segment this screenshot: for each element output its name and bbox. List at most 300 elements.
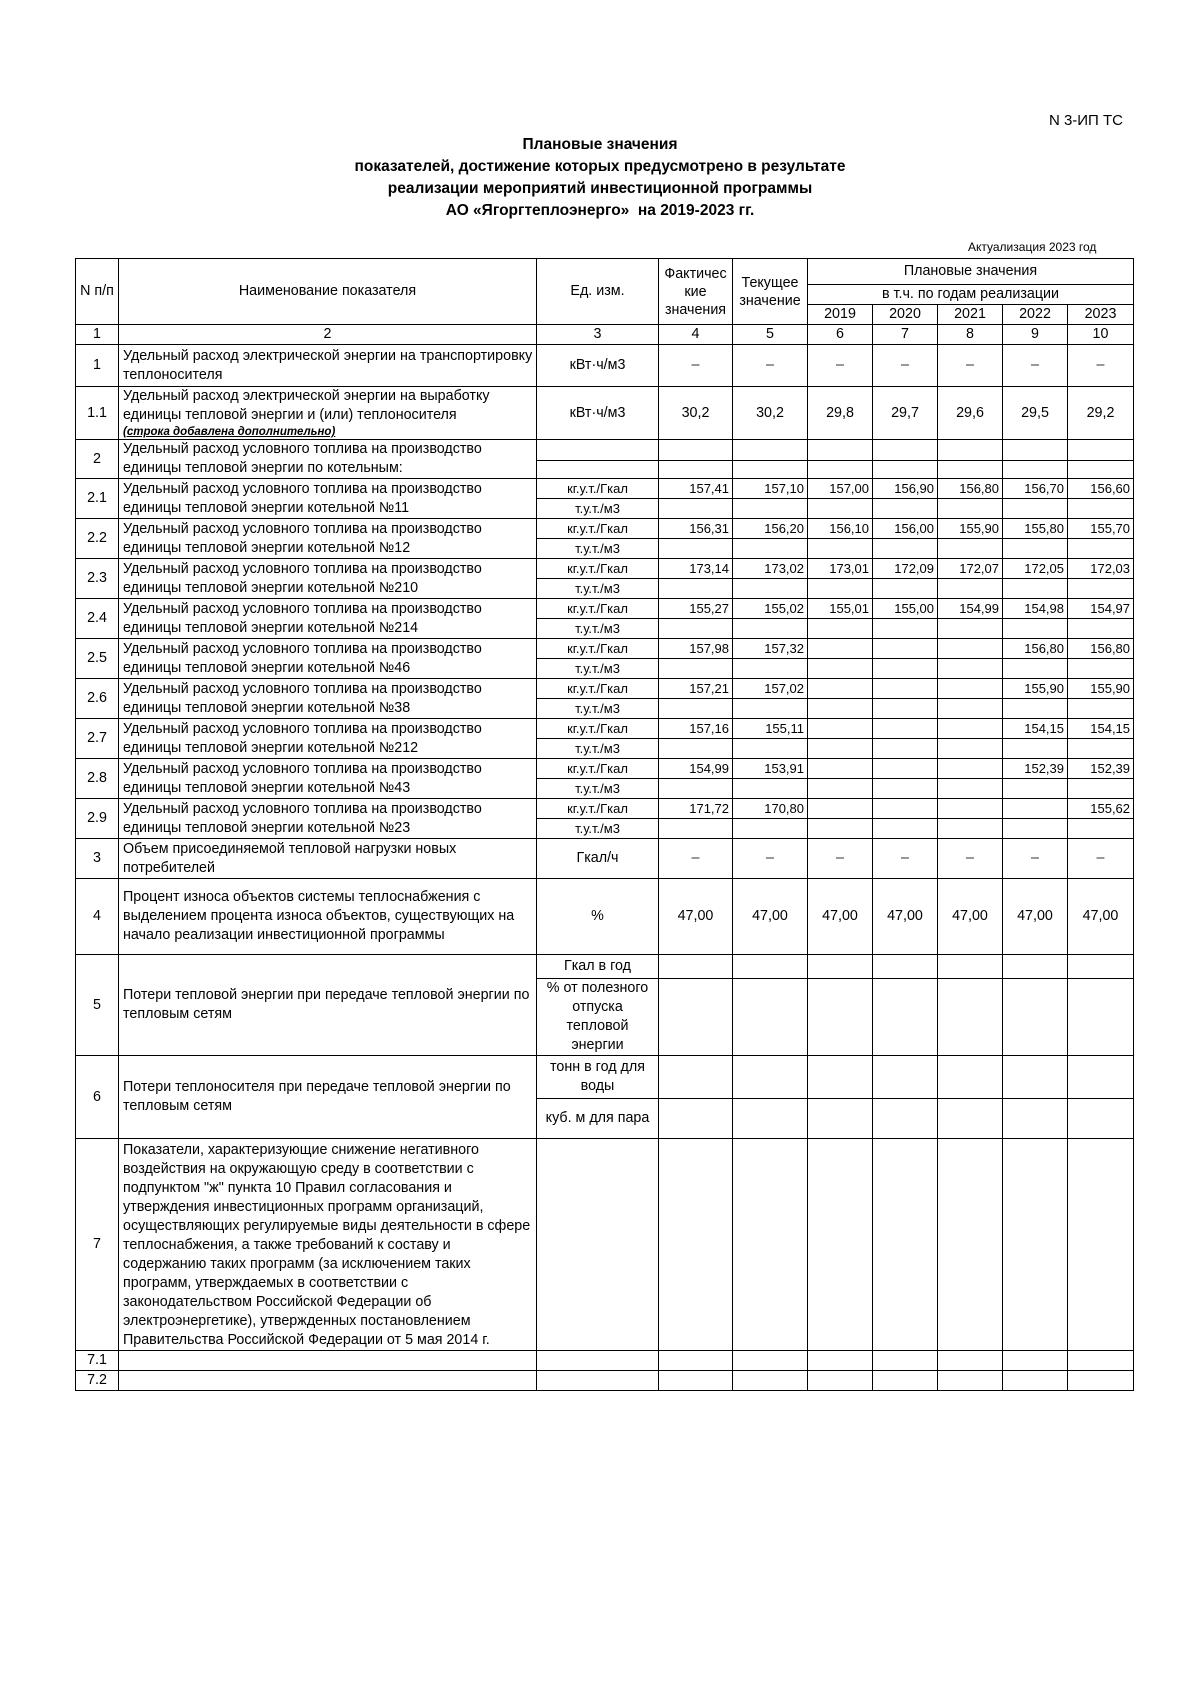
value-cell: – xyxy=(873,839,938,879)
title-line: показателей, достижение которых предусмотрено в результате xyxy=(354,158,846,175)
value-cell xyxy=(873,659,938,679)
row-number: 2 xyxy=(76,440,119,479)
indicator-name: Удельный расход условного топлива на производство единицы тепловой энергии котельной №210 xyxy=(119,559,537,599)
value-cell: 155,00 xyxy=(873,599,938,619)
unit-cell: кг.у.т./Гкал xyxy=(537,479,659,499)
value-cell xyxy=(808,579,873,599)
value-cell xyxy=(808,955,873,979)
value-cell xyxy=(659,699,733,719)
unit-cell: % от полезного отпуска тепловой энергии xyxy=(537,979,659,1056)
value-cell xyxy=(873,799,938,819)
row-number: 2.4 xyxy=(76,599,119,639)
value-cell: 172,09 xyxy=(873,559,938,579)
value-cell xyxy=(873,1351,938,1371)
row-number: 2.8 xyxy=(76,759,119,799)
value-cell xyxy=(1003,1099,1068,1139)
value-cell: 172,05 xyxy=(1003,559,1068,579)
value-cell xyxy=(873,460,938,478)
header-name: Наименование показателя xyxy=(119,259,537,325)
value-cell xyxy=(659,979,733,1056)
unit-cell: т.у.т./м3 xyxy=(537,619,659,639)
indicator-text: Удельный расход электрической энергии на выработку единицы тепловой энергии и (или) теплоносителя xyxy=(123,388,490,423)
unit-cell: Гкал/ч xyxy=(537,839,659,879)
value-cell xyxy=(659,499,733,519)
column-number: 9 xyxy=(1003,325,1068,345)
value-cell xyxy=(808,719,873,739)
unit-cell xyxy=(537,1139,659,1351)
value-cell xyxy=(938,659,1003,679)
update-note: Актуализация 2023 год xyxy=(968,240,1097,254)
row-number: 2.7 xyxy=(76,719,119,759)
value-cell: 157,21 xyxy=(659,679,733,699)
unit-cell: т.у.т./м3 xyxy=(537,819,659,839)
value-cell: 154,97 xyxy=(1068,599,1134,619)
value-cell xyxy=(733,460,808,478)
row-number: 4 xyxy=(76,879,119,955)
title-line: АО «Ягоргтеплоэнерго» на 2019-2023 гг. xyxy=(445,202,755,219)
value-cell xyxy=(873,719,938,739)
value-cell: 153,91 xyxy=(733,759,808,779)
header-year: 2022 xyxy=(1003,305,1068,325)
value-cell xyxy=(938,779,1003,799)
value-cell: 173,14 xyxy=(659,559,733,579)
value-cell xyxy=(873,739,938,759)
value-cell: 29,7 xyxy=(873,387,938,440)
row-number: 1 xyxy=(76,345,119,387)
value-cell xyxy=(873,1099,938,1139)
unit-cell: % xyxy=(537,879,659,955)
row-number: 6 xyxy=(76,1056,119,1139)
indicator-name: Удельный расход условного топлива на производство единицы тепловой энергии котельной №46 xyxy=(119,639,537,679)
row-number: 7.1 xyxy=(76,1351,119,1371)
header-num: N п/п xyxy=(76,259,119,325)
value-cell xyxy=(808,1351,873,1371)
value-cell xyxy=(1003,739,1068,759)
value-cell xyxy=(733,1056,808,1099)
indicator-name xyxy=(119,387,537,440)
row-number: 7 xyxy=(76,1139,119,1351)
value-cell: 156,80 xyxy=(1068,639,1134,659)
column-number: 8 xyxy=(938,325,1003,345)
column-number: 7 xyxy=(873,325,938,345)
value-cell: 157,32 xyxy=(733,639,808,659)
value-cell xyxy=(938,819,1003,839)
value-cell: 30,2 xyxy=(733,387,808,440)
value-cell: 156,70 xyxy=(1003,479,1068,499)
value-cell xyxy=(873,619,938,639)
value-cell xyxy=(1003,539,1068,559)
indicator-name: Удельный расход условного топлива на производство единицы тепловой энергии котельной №12 xyxy=(119,519,537,559)
value-cell xyxy=(1068,819,1134,839)
value-cell xyxy=(1003,955,1068,979)
value-cell: 47,00 xyxy=(733,879,808,955)
row-number: 2.3 xyxy=(76,559,119,599)
indicator-name xyxy=(119,1351,537,1371)
value-cell: 154,99 xyxy=(659,759,733,779)
value-cell xyxy=(938,955,1003,979)
value-cell xyxy=(808,539,873,559)
value-cell: 154,15 xyxy=(1003,719,1068,739)
value-cell xyxy=(873,539,938,559)
value-cell: 154,15 xyxy=(1068,719,1134,739)
unit-cell xyxy=(537,1351,659,1371)
indicator-name xyxy=(119,1371,537,1391)
value-cell xyxy=(1003,1351,1068,1371)
value-cell xyxy=(873,955,938,979)
unit-cell: кг.у.т./Гкал xyxy=(537,559,659,579)
value-cell xyxy=(733,659,808,679)
value-cell xyxy=(733,1351,808,1371)
value-cell: 152,39 xyxy=(1068,759,1134,779)
value-cell: 173,01 xyxy=(808,559,873,579)
unit-cell: кг.у.т./Гкал xyxy=(537,719,659,739)
value-cell: – xyxy=(659,839,733,879)
unit-cell xyxy=(537,1371,659,1391)
value-cell xyxy=(659,739,733,759)
value-cell xyxy=(659,1139,733,1351)
value-cell xyxy=(808,819,873,839)
title-line: реализации мероприятий инвестиционной программы xyxy=(387,180,813,197)
value-cell xyxy=(1068,579,1134,599)
value-cell xyxy=(659,579,733,599)
indicator-name: Удельный расход условного топлива на производство единицы тепловой энергии котельной №214 xyxy=(119,599,537,639)
value-cell xyxy=(733,499,808,519)
value-cell xyxy=(808,699,873,719)
value-cell: – xyxy=(873,345,938,387)
value-cell xyxy=(808,759,873,779)
value-cell xyxy=(873,440,938,461)
value-cell: 47,00 xyxy=(659,879,733,955)
value-cell: 154,99 xyxy=(938,599,1003,619)
value-cell: 156,31 xyxy=(659,519,733,539)
form-code: N 3-ИП ТС xyxy=(1048,112,1123,129)
value-cell: 155,27 xyxy=(659,599,733,619)
value-cell xyxy=(873,779,938,799)
value-cell: 157,98 xyxy=(659,639,733,659)
document-title xyxy=(0,134,1200,222)
value-cell: 152,39 xyxy=(1003,759,1068,779)
value-cell: 173,02 xyxy=(733,559,808,579)
value-cell: – xyxy=(733,345,808,387)
value-cell xyxy=(938,619,1003,639)
row-number: 2.9 xyxy=(76,799,119,839)
value-cell xyxy=(808,1139,873,1351)
unit-cell: кВт·ч/м3 xyxy=(537,387,659,440)
value-cell xyxy=(733,1099,808,1139)
value-cell xyxy=(808,979,873,1056)
row-number: 2.1 xyxy=(76,479,119,519)
value-cell: 155,90 xyxy=(1068,679,1134,699)
value-cell xyxy=(1003,1139,1068,1351)
indicator-name: Потери теплоносителя при передаче тепловой энергии по тепловым сетям xyxy=(119,1056,537,1139)
value-cell xyxy=(1003,659,1068,679)
value-cell: 47,00 xyxy=(1068,879,1134,955)
unit-cell: т.у.т./м3 xyxy=(537,659,659,679)
value-cell: 30,2 xyxy=(659,387,733,440)
value-cell xyxy=(808,1099,873,1139)
indicator-name: Удельный расход условного топлива на производство единицы тепловой энергии котельной №23 xyxy=(119,799,537,839)
value-cell: 170,80 xyxy=(733,799,808,819)
header-year: 2021 xyxy=(938,305,1003,325)
column-number: 1 xyxy=(76,325,119,345)
value-cell: 171,72 xyxy=(659,799,733,819)
value-cell: 172,07 xyxy=(938,559,1003,579)
value-cell: – xyxy=(1068,839,1134,879)
value-cell xyxy=(873,819,938,839)
value-cell xyxy=(1003,1056,1068,1099)
value-cell: 156,00 xyxy=(873,519,938,539)
value-cell xyxy=(1003,579,1068,599)
value-cell xyxy=(733,579,808,599)
value-cell xyxy=(1068,499,1134,519)
value-cell xyxy=(938,739,1003,759)
unit-cell: кг.у.т./Гкал xyxy=(537,759,659,779)
value-cell: 155,11 xyxy=(733,719,808,739)
column-number: 5 xyxy=(733,325,808,345)
value-cell: 155,62 xyxy=(1068,799,1134,819)
value-cell xyxy=(808,679,873,699)
value-cell xyxy=(938,719,1003,739)
row-number: 2.6 xyxy=(76,679,119,719)
value-cell: 156,20 xyxy=(733,519,808,539)
value-cell: 155,70 xyxy=(1068,519,1134,539)
value-cell xyxy=(873,499,938,519)
value-cell: 29,8 xyxy=(808,387,873,440)
value-cell xyxy=(938,1371,1003,1391)
value-cell xyxy=(808,659,873,679)
value-cell: 47,00 xyxy=(873,879,938,955)
value-cell: – xyxy=(808,345,873,387)
value-cell xyxy=(733,819,808,839)
value-cell xyxy=(659,779,733,799)
header-year: 2019 xyxy=(808,305,873,325)
value-cell: 47,00 xyxy=(938,879,1003,955)
column-number: 4 xyxy=(659,325,733,345)
value-cell xyxy=(659,1056,733,1099)
value-cell: 156,90 xyxy=(873,479,938,499)
value-cell xyxy=(938,1099,1003,1139)
value-cell xyxy=(659,659,733,679)
value-cell xyxy=(808,799,873,819)
value-cell: 157,41 xyxy=(659,479,733,499)
value-cell xyxy=(1003,619,1068,639)
value-cell xyxy=(1068,659,1134,679)
unit-cell: Гкал в год xyxy=(537,955,659,979)
indicator-name: Объем присоединяемой тепловой нагрузки новых потребителей xyxy=(119,839,537,879)
value-cell xyxy=(733,440,808,461)
value-cell xyxy=(659,955,733,979)
value-cell: 157,16 xyxy=(659,719,733,739)
unit-cell: кВт·ч/м3 xyxy=(537,345,659,387)
value-cell xyxy=(808,440,873,461)
value-cell xyxy=(1068,1371,1134,1391)
value-cell xyxy=(733,619,808,639)
indicator-name: Показатели, характеризующие снижение негативного воздействия на окружающую среду в соответствии с подпунктом "ж" пункта 10 Правил согласования и утверждения инвестиционных программ организаций, осуществляющих регулируемые виды деятельности в сфере теплоснабжения, а также требований к составу и содержанию таких программ (за исключением таких программ, утверждаемых в соответствии с законодательством Российской Федерации об электроэнергетике), утвержденных постановлением Правительства Российской Федерации от 5 мая 2014 г. xyxy=(119,1139,537,1351)
unit-cell: т.у.т./м3 xyxy=(537,739,659,759)
value-cell xyxy=(1068,739,1134,759)
value-cell xyxy=(938,679,1003,699)
value-cell: 157,02 xyxy=(733,679,808,699)
value-cell xyxy=(1068,619,1134,639)
unit-cell: кг.у.т./Гкал xyxy=(537,679,659,699)
value-cell: – xyxy=(808,839,873,879)
value-cell: 155,01 xyxy=(808,599,873,619)
value-cell: 47,00 xyxy=(1003,879,1068,955)
value-cell: 172,03 xyxy=(1068,559,1134,579)
value-cell xyxy=(659,1099,733,1139)
column-number: 3 xyxy=(537,325,659,345)
value-cell xyxy=(938,579,1003,599)
row-number: 1.1 xyxy=(76,387,119,440)
unit-cell: т.у.т./м3 xyxy=(537,579,659,599)
value-cell xyxy=(938,499,1003,519)
value-cell: 156,10 xyxy=(808,519,873,539)
row-number: 7.2 xyxy=(76,1371,119,1391)
header-by-years: в т.ч. по годам реализации xyxy=(808,285,1134,305)
value-cell xyxy=(1003,699,1068,719)
unit-cell: кг.у.т./Гкал xyxy=(537,799,659,819)
value-cell: 155,90 xyxy=(938,519,1003,539)
value-cell xyxy=(873,679,938,699)
value-cell xyxy=(938,639,1003,659)
value-cell xyxy=(1068,955,1134,979)
value-cell xyxy=(808,739,873,759)
title-line: Плановые значения xyxy=(522,136,678,153)
value-cell xyxy=(938,1139,1003,1351)
value-cell xyxy=(659,819,733,839)
value-cell xyxy=(808,499,873,519)
indicators-table xyxy=(75,258,1134,1391)
value-cell: 156,60 xyxy=(1068,479,1134,499)
value-cell xyxy=(938,979,1003,1056)
indicator-name: Удельный расход электрической энергии на транспортировку теплоносителя xyxy=(119,345,537,387)
value-cell xyxy=(1068,979,1134,1056)
value-cell xyxy=(808,1371,873,1391)
value-cell xyxy=(659,1351,733,1371)
value-cell xyxy=(659,460,733,478)
value-cell xyxy=(873,1371,938,1391)
unit-cell xyxy=(537,460,659,478)
column-number: 2 xyxy=(119,325,537,345)
value-cell xyxy=(1003,499,1068,519)
column-number: 6 xyxy=(808,325,873,345)
value-cell xyxy=(733,1371,808,1391)
value-cell xyxy=(733,955,808,979)
value-cell xyxy=(1068,1056,1134,1099)
column-number: 10 xyxy=(1068,325,1134,345)
value-cell xyxy=(733,979,808,1056)
header-unit: Ед. изм. xyxy=(537,259,659,325)
indicator-name: Удельный расход условного топлива на производство единицы тепловой энергии котельной №212 xyxy=(119,719,537,759)
header-year: 2020 xyxy=(873,305,938,325)
unit-cell: кг.у.т./Гкал xyxy=(537,639,659,659)
value-cell xyxy=(873,759,938,779)
value-cell xyxy=(938,1056,1003,1099)
indicator-name: Удельный расход условного топлива на производство единицы тепловой энергии котельной №38 xyxy=(119,679,537,719)
value-cell xyxy=(1068,699,1134,719)
unit-cell: кг.у.т./Гкал xyxy=(537,599,659,619)
header-actual: Фактичес кие значения xyxy=(659,259,733,325)
value-cell: 154,98 xyxy=(1003,599,1068,619)
row-number: 2.2 xyxy=(76,519,119,559)
value-cell: – xyxy=(1003,839,1068,879)
value-cell xyxy=(1068,1139,1134,1351)
unit-cell: кг.у.т./Гкал xyxy=(537,519,659,539)
value-cell xyxy=(1068,1351,1134,1371)
value-cell xyxy=(938,440,1003,461)
value-cell xyxy=(808,779,873,799)
value-cell xyxy=(1003,440,1068,461)
value-cell xyxy=(873,699,938,719)
indicator-name: Потери тепловой энергии при передаче тепловой энергии по тепловым сетям xyxy=(119,955,537,1056)
value-cell xyxy=(808,460,873,478)
value-cell: – xyxy=(938,345,1003,387)
unit-cell: тонн в год для воды xyxy=(537,1056,659,1099)
value-cell: 157,00 xyxy=(808,479,873,499)
value-cell xyxy=(733,699,808,719)
value-cell: – xyxy=(659,345,733,387)
unit-cell: т.у.т./м3 xyxy=(537,539,659,559)
value-cell xyxy=(938,799,1003,819)
value-cell xyxy=(873,1056,938,1099)
value-cell xyxy=(938,539,1003,559)
row-number: 2.5 xyxy=(76,639,119,679)
value-cell xyxy=(659,1371,733,1391)
value-cell xyxy=(733,539,808,559)
value-cell xyxy=(938,1351,1003,1371)
row-note: (строка добавлена дополнительно) xyxy=(123,426,336,438)
value-cell: – xyxy=(938,839,1003,879)
value-cell xyxy=(733,779,808,799)
value-cell xyxy=(1068,779,1134,799)
value-cell xyxy=(659,539,733,559)
value-cell xyxy=(1068,1099,1134,1139)
indicator-name: Процент износа объектов системы теплоснабжения с выделением процента износа объектов, существующих на начало реализации инвестиционной программы xyxy=(119,879,537,955)
value-cell xyxy=(873,1139,938,1351)
value-cell xyxy=(1003,819,1068,839)
value-cell xyxy=(808,1056,873,1099)
value-cell xyxy=(938,759,1003,779)
value-cell: 29,5 xyxy=(1003,387,1068,440)
indicator-name: Удельный расход условного топлива на производство единицы тепловой энергии котельной №43 xyxy=(119,759,537,799)
unit-cell: т.у.т./м3 xyxy=(537,699,659,719)
value-cell: 29,2 xyxy=(1068,387,1134,440)
header-planned: Плановые значения xyxy=(808,259,1134,285)
value-cell xyxy=(938,460,1003,478)
value-cell xyxy=(733,1139,808,1351)
unit-cell: т.у.т./м3 xyxy=(537,779,659,799)
value-cell xyxy=(873,639,938,659)
value-cell: 155,90 xyxy=(1003,679,1068,699)
header-current: Текущее значение xyxy=(733,259,808,325)
value-cell: 156,80 xyxy=(1003,639,1068,659)
value-cell: – xyxy=(1003,345,1068,387)
value-cell xyxy=(659,619,733,639)
value-cell: 47,00 xyxy=(808,879,873,955)
indicator-name: Удельный расход условного топлива на производство единицы тепловой энергии котельной №11 xyxy=(119,479,537,519)
value-cell xyxy=(1003,779,1068,799)
unit-cell: куб. м для пара xyxy=(537,1099,659,1139)
value-cell xyxy=(1003,799,1068,819)
value-cell xyxy=(1003,979,1068,1056)
header-year: 2023 xyxy=(1068,305,1134,325)
value-cell xyxy=(1003,1371,1068,1391)
value-cell xyxy=(1003,460,1068,478)
indicator-name: Удельный расход условного топлива на производство единицы тепловой энергии по котельным: xyxy=(119,440,537,479)
value-cell xyxy=(1068,460,1134,478)
value-cell xyxy=(808,639,873,659)
value-cell xyxy=(873,579,938,599)
